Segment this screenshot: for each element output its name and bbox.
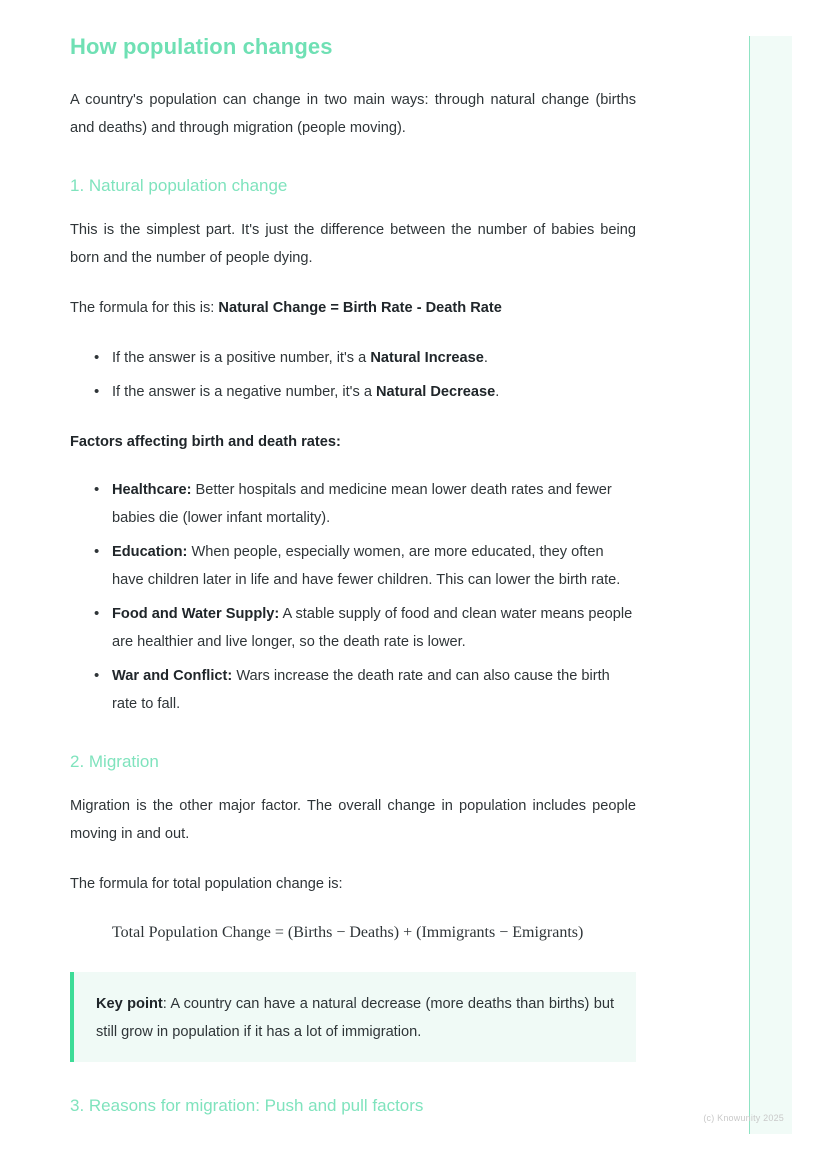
copyright-footer: (c) Knowunity 2025 — [703, 1113, 784, 1123]
key-point-text: : A country can have a natural decrease (more deaths than births) but still grow in population if it has a lot of immigration. — [96, 996, 615, 1040]
bullet-bold-text: Natural Decrease — [376, 384, 496, 400]
factor-text: A stable supply of food and clean water means people are healthier and live longer, so the death rate is lower. — [112, 606, 633, 650]
intro-paragraph: A country's population can change in two main ways: through natural change (births and deaths) and through migration (people moving). — [70, 92, 636, 136]
factor-label: Education: — [112, 544, 188, 560]
formula-expression: Natural Change = Birth Rate - Death Rate — [218, 300, 502, 316]
bullet-bold-text: Natural Increase — [370, 350, 484, 366]
total-population-change-formula: Total Population Change = (Births − Deaths) + (Immigrants − Emigrants) — [112, 924, 584, 941]
bullet-pre-text: If the answer is a negative number, it's a — [112, 384, 376, 400]
factor-text: Wars increase the death rate and can also cause the birth rate to fall. — [112, 668, 610, 712]
list-item — [94, 600, 636, 656]
factor-text: When people, especially women, are more educated, they often have children later in life and have fewer children. This can lower the birth rate. — [112, 544, 621, 588]
migration-formula-intro: The formula for total population change is: — [70, 876, 343, 892]
migration-paragraph: Migration is the other major factor. The overall change in population includes people moving in and out. — [70, 798, 636, 842]
section-heading-migration: 2. Migration — [70, 752, 159, 771]
key-point-callout — [70, 972, 636, 1062]
section-heading-push-pull: 3. Reasons for migration: Push and pull factors — [70, 1096, 424, 1115]
list-item — [94, 662, 636, 718]
page-title: How population changes — [70, 34, 333, 59]
factor-label: Healthcare: — [112, 482, 192, 498]
formula-lead-text: The formula for this is: — [70, 300, 219, 316]
list-item — [94, 476, 636, 532]
factor-text: Better hospitals and medicine mean lower death rates and fewer babies die (lower infant mortality). — [112, 482, 612, 526]
list-item — [94, 344, 636, 372]
list-item — [94, 378, 636, 406]
bullet-pre-text: If the answer is a positive number, it's a — [112, 350, 371, 366]
list-item — [94, 538, 636, 594]
natural-change-formula-line — [70, 294, 636, 322]
natural-change-paragraph: This is the simplest part. It's just the difference between the number of babies being born and the number of people dying. — [70, 222, 636, 266]
factors-bullet-list — [70, 476, 636, 718]
factor-label: Food and Water Supply: — [112, 606, 280, 622]
bullet-post-text: . — [495, 384, 500, 400]
document-content — [70, 34, 636, 1136]
section-heading-natural-change: 1. Natural population change — [70, 176, 288, 195]
factor-label: War and Conflict: — [112, 668, 233, 684]
natural-change-bullet-list — [70, 344, 636, 406]
factors-heading: Factors affecting birth and death rates: — [70, 434, 341, 450]
decorative-side-band — [749, 36, 792, 1134]
key-point-label: Key point — [96, 996, 163, 1012]
bullet-post-text: . — [483, 350, 488, 366]
